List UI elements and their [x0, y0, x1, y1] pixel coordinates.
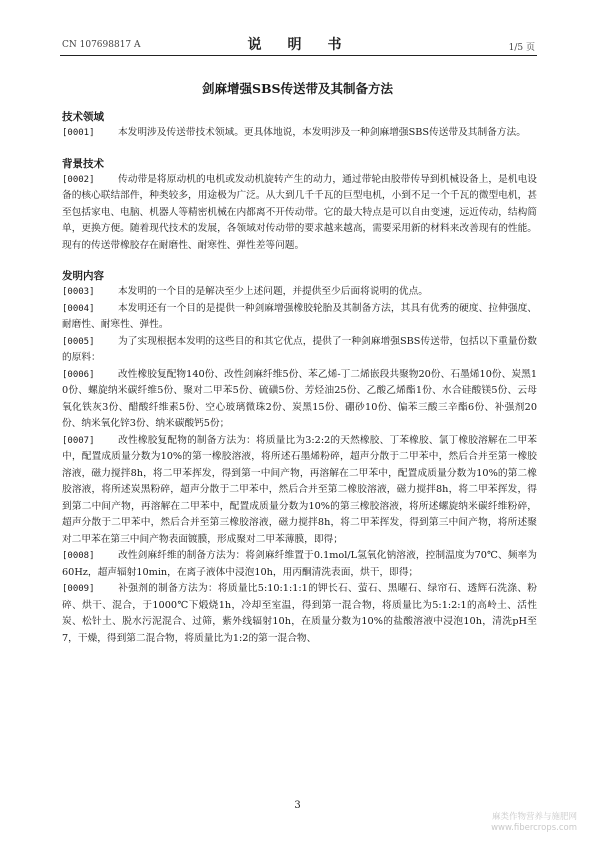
paragraph [62, 581, 537, 647]
section-technical-field [62, 109, 537, 142]
paragraph [62, 334, 537, 367]
paragraph-text: 改性橡胶复配物的制备方法为：将质量比为3:2:2的天然橡胶、丁苯橡胶、氯丁橡胶溶解在二甲苯中，配置成质量分数为10%的第一橡胶溶液，将所述石墨烯粉碎，超声分散于二甲苯中，然后合并至第一橡胶溶液，磁力搅拌8h，将二甲苯挥发，得到第一中间产物，再溶解在二甲苯中，配置成质量分数为10%的第二橡胶溶液，将所述炭黑粉碎，超声分散于二甲苯中，然后合并至第二橡胶溶液，磁力搅拌8h，将二甲苯挥发，得到第二中间产物，再溶解在二甲苯中，配置成质量分数为10%的第三橡胶溶液，将所述螺旋纳米碳纤维粉碎，超声分散于二甲苯中，然后合并至第三橡胶溶液，磁力搅拌8h，将二甲苯挥发，得到第三中间产物，将所述聚对二甲苯在第三中间产物表面镀膜，形成聚对二甲苯薄膜，即得； [62, 434, 537, 545]
paragraph [62, 301, 537, 334]
paragraph-number: [0004] [62, 303, 95, 314]
paragraph-number: [0005] [62, 336, 95, 347]
paragraph-number: [0001] [62, 128, 95, 138]
section-summary [62, 268, 537, 647]
paragraph-number: [0009] [62, 584, 95, 594]
paragraph-text: 本发明还有一个目的是提供一种剑麻增强橡胶轮胎及其制备方法，其具有优秀的硬度、拉伸强度、耐磨性、耐寒性、弹性。 [62, 302, 537, 330]
document-body [62, 109, 537, 647]
paragraph [62, 284, 537, 301]
section-heading: 技术领域 [62, 111, 104, 123]
watermark [491, 812, 577, 834]
paragraph [62, 548, 537, 581]
header-doc-number: CN 107698817 A [62, 40, 141, 50]
document-title: 剑麻增强SBS传送带及其制备方法 [201, 81, 394, 96]
paragraph-number: [0007] [62, 435, 95, 446]
section-heading: 背景技术 [62, 157, 104, 170]
paragraph-text: 改性橡胶复配物140份、改性剑麻纤维5份、苯乙烯-丁二烯嵌段共聚物20份、石墨烯10份、炭黑10份、螺旋纳米碳纤维5份、聚对二甲苯5份、硫磺5份、芳烃油25份、乙酸乙烯酯1份、水合硅酸镁5份、云母氧化铁灰3份、醋酸纤维素5份、空心玻璃微珠2份、炭黑15份、硼砂10份、偏苯三酸三辛酯6份、补强剂20份、纳米氧化锌3份、纳米碳酸钙5份； [62, 368, 537, 429]
paragraph-text: 本发明涉及传送带技术领域。更具体地说，本发明涉及一种剑麻增强SBS传送带及其制备方法。 [118, 127, 526, 138]
paragraph-number: [0006] [62, 369, 95, 380]
header-rule [60, 55, 537, 56]
paragraph-number: [0008] [62, 551, 95, 561]
page-number: 3 [294, 800, 301, 811]
paragraph-text: 本发明的一个目的是解决至少上述问题，并提供至少后面将说明的优点。 [118, 286, 428, 297]
paragraph-text: 改性剑麻纤维的制备方法为：将剑麻纤维置于0.1mol/L氢氧化钠溶液，控制温度为70℃、频率为60Hz，超声辐射10min，在离子液体中浸泡10h，用丙酮清洗表面，烘干，即得； [62, 550, 537, 578]
section-background [62, 156, 537, 255]
paragraph-text: 为了实现根据本发明的这些目的和其它优点，提供了一种剑麻增强SBS传送带，包括以下重量份数的原料： [62, 335, 537, 363]
paragraph [62, 125, 537, 142]
header-page-info: 1/5 页 [508, 43, 535, 53]
section-heading: 发明内容 [62, 270, 104, 282]
paragraph-number: [0002] [62, 174, 95, 185]
paragraph [62, 367, 537, 433]
paragraph [62, 433, 537, 549]
watermark-site-name: 麻类作物营养与施肥网 [491, 812, 577, 822]
paragraph-text: 传动带是将原动机的电机或发动机旋转产生的动力，通过带轮由胶带传导到机械设备上，是机电设备的核心联结部件，种类较多，用途极为广泛。从大到几千千瓦的巨型电机，小到不足一个千瓦的微型电机，甚至包括家电、电脑、机器人等精密机械在内都离不开传动带。它的最大特点是可以自由变速，远近传动，结构简单，更换方便。随着现代技术的发展，各领域对传动带的要求越来越高，需要采用新的材料来改善现有的性能。现有的传送带橡胶存在耐磨性、耐寒性、弹性差等问题。 [62, 173, 537, 251]
watermark-url: www.fibercrops.com [491, 823, 577, 833]
paragraph [62, 172, 537, 255]
paragraph-text: 补强剂的制备方法为：将质量比5:10:1:1:1的钾长石、萤石、黑曜石、绿帘石、透辉石洗涤、粉碎、烘干、混合，于1000℃下煅烧1h，冷却至室温，得到第一混合物，将质量比为5:1:2:1的高岭土、活性炭、松针土、脱水污泥混合、过筛，紫外线辐射10h，在质量分数为10%的盐酸溶液中浸泡10h，清洗pH至7，干燥，得到第二混合物，将质量比为1:2的第一混合物、 [62, 583, 537, 644]
header-title: 说 明 书 [247, 37, 348, 53]
paragraph-number: [0003] [62, 287, 95, 297]
